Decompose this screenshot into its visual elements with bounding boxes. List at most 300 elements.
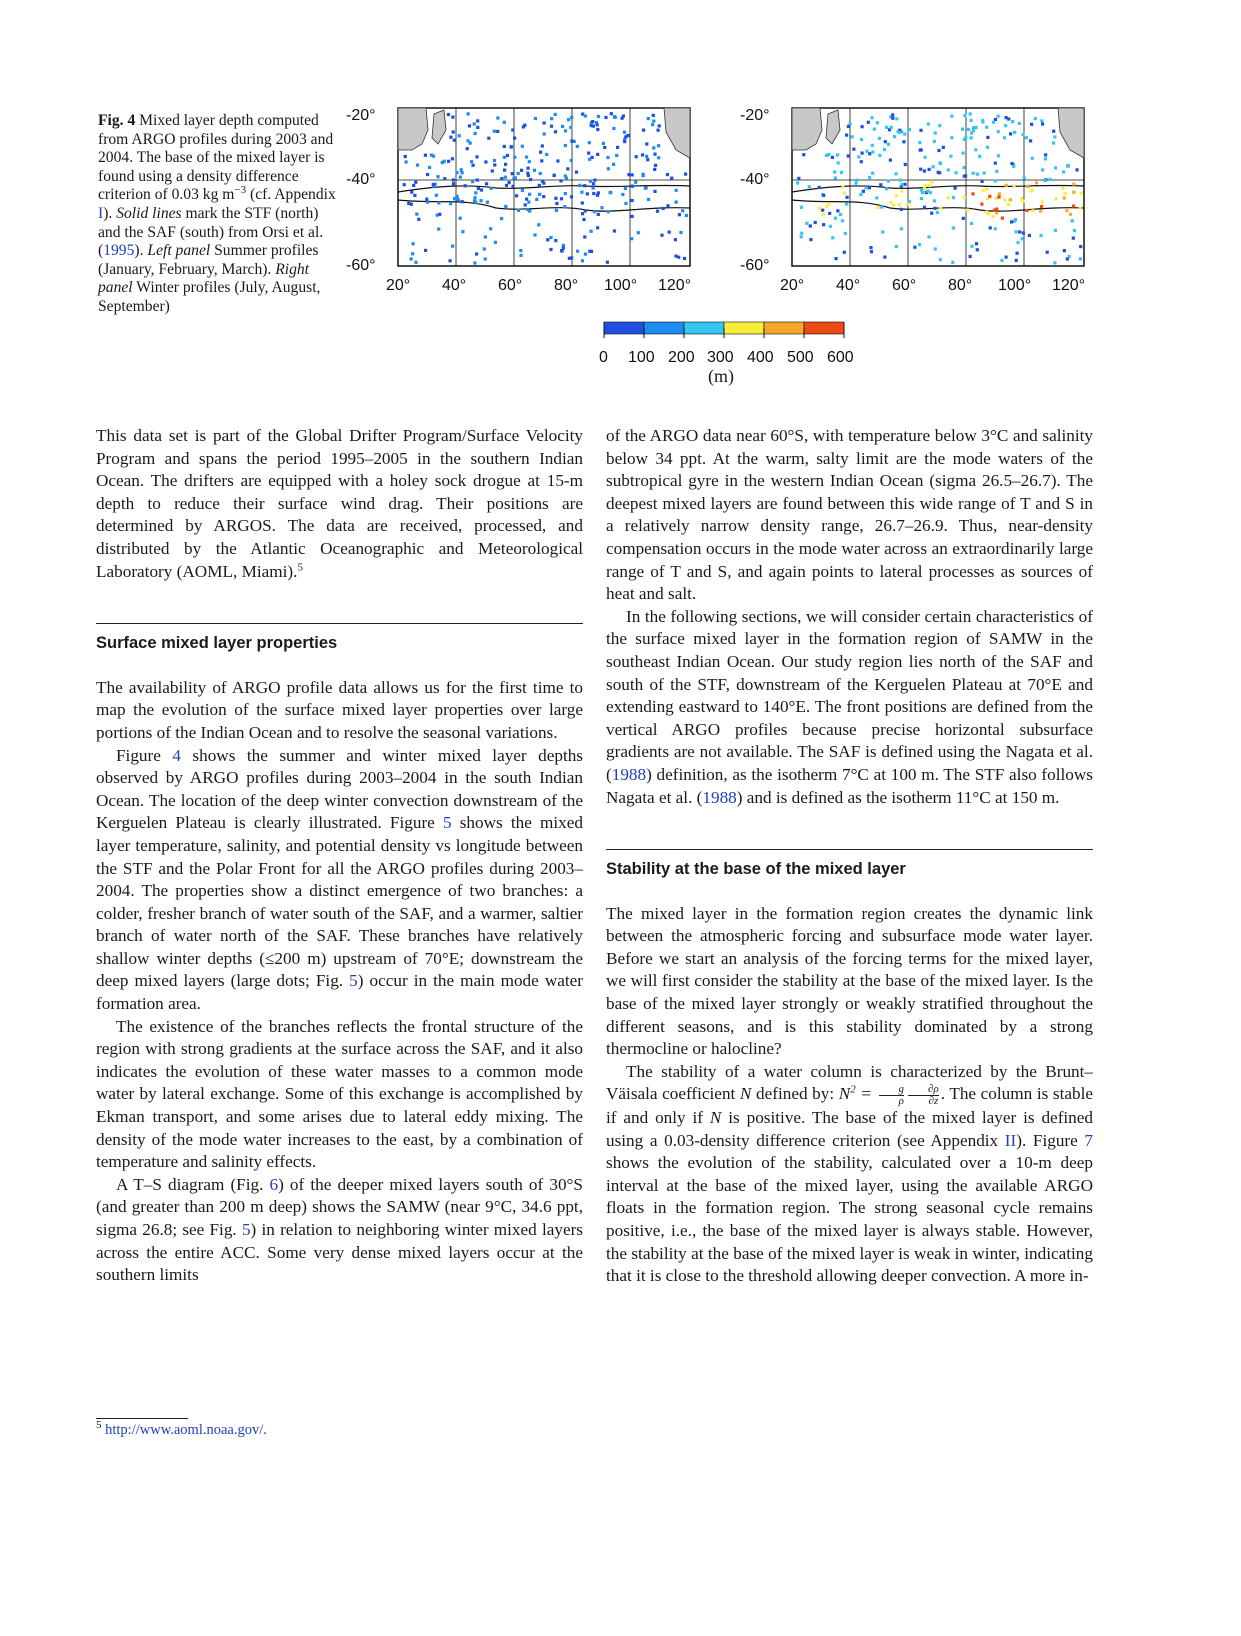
profile-dot bbox=[969, 112, 972, 115]
profile-dot bbox=[1031, 157, 1034, 160]
profile-dot bbox=[1041, 168, 1044, 171]
profile-dot bbox=[411, 252, 414, 255]
profile-dot bbox=[467, 112, 470, 115]
profile-dot bbox=[491, 169, 494, 172]
profile-dot bbox=[966, 208, 969, 211]
profile-dot bbox=[828, 212, 831, 215]
profile-dot bbox=[549, 236, 552, 239]
profile-dot bbox=[1079, 207, 1082, 210]
profile-dot bbox=[644, 187, 647, 190]
profile-dot bbox=[995, 170, 998, 173]
profile-dot bbox=[484, 257, 487, 260]
profile-dot bbox=[645, 155, 648, 158]
profile-dot bbox=[892, 204, 895, 207]
colorbar-swatch bbox=[804, 322, 844, 334]
profile-dot bbox=[1046, 251, 1049, 254]
profile-dot bbox=[631, 185, 634, 188]
profile-dot bbox=[612, 127, 615, 130]
profile-dot bbox=[583, 184, 586, 187]
paragraph: A T–S diagram (Fig. 6) of the deeper mixed layers south of 30°S (and greater than 200 m deep) shows the SAMW (near 9°C, 34.6 ppt, sigma 26.8; see Fig. 5) in relation to neighboring winter mixed layers across the entire ACC. Some very dense mixed layers occur at the southern limits bbox=[96, 1174, 583, 1285]
profile-dot bbox=[976, 173, 979, 176]
profile-dot bbox=[562, 247, 565, 250]
profile-dot bbox=[540, 159, 543, 162]
profile-dot bbox=[976, 248, 979, 251]
profile-dot bbox=[903, 133, 906, 136]
profile-dot bbox=[606, 156, 609, 159]
profile-dot bbox=[685, 214, 688, 217]
profile-dot bbox=[900, 208, 903, 211]
profile-dot bbox=[494, 241, 497, 244]
colorbar-label: 100 bbox=[628, 349, 655, 366]
profile-dot bbox=[529, 178, 532, 181]
figure-label: Fig. 4 bbox=[98, 112, 136, 129]
profile-dot bbox=[970, 119, 973, 122]
profile-dot bbox=[581, 259, 584, 262]
profile-dot bbox=[1014, 218, 1017, 221]
profile-dot bbox=[796, 181, 799, 184]
profile-dot bbox=[459, 217, 462, 220]
profile-dot bbox=[844, 232, 847, 235]
profile-dot bbox=[923, 156, 926, 159]
figure-link[interactable]: 7 bbox=[1084, 1130, 1093, 1150]
profile-dot bbox=[678, 213, 681, 216]
profile-dot bbox=[809, 238, 812, 241]
profile-dot bbox=[583, 235, 586, 238]
profile-dot bbox=[972, 172, 975, 175]
profile-dot bbox=[919, 129, 922, 132]
profile-dot bbox=[847, 154, 850, 157]
citation-link[interactable]: 1988 bbox=[611, 764, 647, 784]
profile-dot bbox=[475, 155, 478, 158]
appendix-link[interactable]: I bbox=[98, 204, 104, 222]
y-tick-label: -20° bbox=[346, 107, 376, 124]
profile-dot bbox=[631, 199, 634, 202]
profile-dot bbox=[900, 190, 903, 193]
profile-dot bbox=[415, 213, 418, 216]
profile-dot bbox=[942, 146, 945, 149]
profile-dot bbox=[876, 121, 879, 124]
profile-dot bbox=[982, 189, 985, 192]
profile-dot bbox=[681, 209, 684, 212]
profile-dot bbox=[994, 179, 997, 182]
profile-dot bbox=[998, 192, 1001, 195]
profile-dot bbox=[513, 137, 516, 140]
profile-dot bbox=[561, 125, 564, 128]
profile-dot bbox=[590, 230, 593, 233]
paragraph: This data set is part of the Global Drifter Program/Surface Velocity Program and spans the period 1995–2005 in the southern Indian Ocean. The drifters are equipped with a holey sock drogue at 15-m depth to reduce their surface wind drag. Their positions are determined by ARGOS. The data are received, processed, and distributed by the Atlantic Oceanographic and Meteorological Laboratory (AOML, Miami).$^5$ bbox=[96, 426, 583, 581]
profile-dot bbox=[928, 184, 931, 187]
profile-dot bbox=[1017, 241, 1020, 244]
profile-dot bbox=[570, 159, 573, 162]
profile-dot bbox=[913, 246, 916, 249]
profile-dot bbox=[983, 171, 986, 174]
profile-dot bbox=[841, 219, 844, 222]
figure-link[interactable]: 5 bbox=[442, 813, 452, 833]
profile-dot bbox=[939, 161, 942, 164]
profile-dot bbox=[513, 156, 516, 159]
profile-dot bbox=[851, 135, 854, 138]
figure-link[interactable]: 5 bbox=[241, 1220, 251, 1239]
profile-dot bbox=[489, 227, 492, 230]
profile-dot bbox=[515, 194, 518, 197]
profile-dot bbox=[825, 154, 828, 157]
y-tick-label: -40° bbox=[740, 171, 770, 188]
profile-dot bbox=[483, 247, 486, 250]
profile-dot bbox=[970, 222, 973, 225]
profile-dot bbox=[555, 209, 558, 212]
profile-dot bbox=[612, 163, 615, 166]
profile-dot bbox=[569, 126, 572, 129]
citation-link[interactable]: 1988 bbox=[702, 787, 737, 807]
profile-dot bbox=[410, 257, 413, 260]
profile-dot bbox=[831, 236, 834, 239]
profile-dot bbox=[870, 116, 873, 119]
profile-dot bbox=[981, 120, 984, 123]
profile-dot bbox=[1026, 209, 1029, 212]
profile-dot bbox=[602, 142, 605, 145]
profile-dot bbox=[821, 209, 824, 212]
profile-dot bbox=[527, 167, 530, 170]
profile-dot bbox=[424, 154, 427, 157]
profile-dot bbox=[520, 254, 523, 257]
profile-dot bbox=[613, 115, 616, 118]
profile-dot bbox=[615, 154, 618, 157]
profile-dot bbox=[556, 159, 559, 162]
profile-dot bbox=[519, 249, 522, 252]
profile-dot bbox=[424, 249, 427, 252]
profile-dot bbox=[918, 141, 921, 144]
profile-dot bbox=[474, 201, 477, 204]
x-tick-label: 100° bbox=[604, 277, 638, 294]
profile-dot bbox=[921, 191, 924, 194]
profile-dot bbox=[528, 210, 531, 213]
profile-dot bbox=[1015, 259, 1018, 262]
profile-dot bbox=[570, 256, 573, 259]
profile-dot bbox=[952, 226, 955, 229]
profile-dot bbox=[975, 126, 978, 129]
profile-dot bbox=[1052, 130, 1055, 133]
profile-dot bbox=[555, 202, 558, 205]
profile-dot bbox=[936, 211, 939, 214]
profile-dot bbox=[565, 177, 568, 180]
profile-dot bbox=[479, 199, 482, 202]
profile-dot bbox=[533, 169, 536, 172]
profile-dot bbox=[895, 194, 898, 197]
profile-dot bbox=[867, 121, 870, 124]
profile-dot bbox=[428, 166, 431, 169]
profile-dot bbox=[631, 215, 634, 218]
profile-dot bbox=[490, 187, 493, 190]
profile-dot bbox=[836, 209, 839, 212]
profile-dot bbox=[616, 146, 619, 149]
profile-dot bbox=[541, 180, 544, 183]
colorbar-label: 600 bbox=[827, 349, 854, 366]
colorbar-label: 300 bbox=[707, 349, 734, 366]
profile-dot bbox=[597, 115, 600, 118]
profile-dot bbox=[918, 243, 921, 246]
profile-dot bbox=[647, 117, 650, 120]
profile-dot bbox=[978, 155, 981, 158]
profile-dot bbox=[670, 177, 673, 180]
profile-dot bbox=[455, 195, 458, 198]
profile-dot bbox=[898, 203, 901, 206]
profile-dot bbox=[854, 182, 857, 185]
profile-dot bbox=[631, 173, 634, 176]
profile-dot bbox=[1015, 230, 1018, 233]
profile-dot bbox=[873, 128, 876, 131]
profile-dot bbox=[426, 173, 429, 176]
profile-dot bbox=[496, 130, 499, 133]
profile-dot bbox=[904, 163, 907, 166]
profile-dot bbox=[885, 126, 888, 129]
profile-dot bbox=[861, 152, 864, 155]
profile-dot bbox=[847, 125, 850, 128]
profile-dot bbox=[1067, 164, 1070, 167]
figure-link[interactable]: 4 bbox=[172, 745, 181, 765]
profile-dot bbox=[878, 137, 881, 140]
profile-dot bbox=[893, 135, 896, 138]
x-tick-label: 20° bbox=[780, 277, 805, 294]
profile-dot bbox=[543, 132, 546, 135]
profile-dot bbox=[967, 128, 970, 131]
profile-dot bbox=[449, 259, 452, 262]
profile-dot bbox=[506, 154, 509, 157]
profile-dot bbox=[1072, 183, 1075, 186]
profile-dot bbox=[511, 128, 514, 131]
profile-dot bbox=[541, 144, 544, 147]
profile-dot bbox=[553, 174, 556, 177]
footnote-divider bbox=[96, 1418, 188, 1419]
profile-dot bbox=[800, 206, 803, 209]
paragraph: In the following sections, we will consider certain characteristics of the surface mixed layer in the formation region of SAMW in the southeast Indian Ocean. Our study region lies north of the SAF and south of the STF, downstream of the Kerguelen Plateau at 70°E and extending eastward to 140°E. The front positions are defined from the vertical ARGO profiles because precise horizontal subsurface gradients are not available. The SAF is defined using the Nagata et al. (1988) definition, as the isotherm 7°C at 100 m. The STF also follows Nagata et al. (1988) and is defined as the isotherm 11°C at 150 m. bbox=[606, 606, 1093, 807]
colorbar-swatch bbox=[604, 322, 644, 334]
profile-dot bbox=[822, 213, 825, 216]
figure-link[interactable]: 5 bbox=[349, 971, 358, 991]
profile-dot bbox=[500, 217, 503, 220]
profile-dot bbox=[512, 185, 515, 188]
profile-dot bbox=[576, 250, 579, 253]
profile-dot bbox=[627, 173, 630, 176]
profile-dot bbox=[1000, 259, 1003, 262]
x-tick-label: 40° bbox=[442, 277, 467, 294]
profile-dot bbox=[932, 165, 935, 168]
profile-dot bbox=[538, 193, 541, 196]
profile-dot bbox=[974, 148, 977, 151]
profile-dot bbox=[563, 205, 566, 208]
profile-dot bbox=[554, 130, 557, 133]
citation-link[interactable]: 1995 bbox=[103, 242, 135, 260]
profile-dot bbox=[985, 126, 988, 129]
profile-dot bbox=[878, 154, 881, 157]
profile-dot bbox=[684, 173, 687, 176]
profile-dot bbox=[1013, 131, 1016, 134]
profile-dot bbox=[679, 231, 682, 234]
profile-dot bbox=[635, 155, 638, 158]
profile-dot bbox=[471, 180, 474, 183]
x-tick-label: 120° bbox=[658, 277, 692, 294]
appendix-link[interactable]: II bbox=[1004, 1130, 1017, 1150]
profile-dot bbox=[470, 160, 473, 163]
profile-dot bbox=[861, 125, 864, 128]
profile-dot bbox=[808, 185, 811, 188]
profile-dot bbox=[503, 121, 506, 124]
profile-dot bbox=[564, 192, 567, 195]
colorbar-label: 200 bbox=[668, 349, 695, 366]
profile-dot bbox=[986, 146, 989, 149]
profile-dot bbox=[924, 184, 927, 187]
profile-dot bbox=[642, 173, 645, 176]
footnote-ref: 5 bbox=[297, 560, 303, 573]
profile-dot bbox=[410, 203, 413, 206]
profile-dot bbox=[503, 145, 506, 148]
profile-dot bbox=[645, 142, 648, 145]
profile-dot bbox=[447, 113, 450, 116]
profile-dot bbox=[1079, 257, 1082, 260]
profile-dot bbox=[933, 199, 936, 202]
profile-dot bbox=[900, 227, 903, 230]
profile-dot bbox=[652, 120, 655, 123]
profile-dot bbox=[528, 193, 531, 196]
profile-dot bbox=[410, 191, 413, 194]
profile-dot bbox=[452, 178, 455, 181]
profile-dot bbox=[985, 188, 988, 191]
profile-dot bbox=[949, 155, 952, 158]
profile-dot bbox=[919, 168, 922, 171]
profile-dot bbox=[539, 151, 542, 154]
profile-dot bbox=[466, 139, 469, 142]
profile-dot bbox=[403, 183, 406, 186]
profile-dot bbox=[814, 221, 817, 224]
profile-dot bbox=[417, 218, 420, 221]
figure-link[interactable]: 6 bbox=[269, 1174, 279, 1194]
profile-dot bbox=[504, 176, 507, 179]
profile-dot bbox=[937, 149, 940, 152]
profile-dot bbox=[520, 169, 523, 172]
profile-dot bbox=[510, 145, 513, 148]
profile-dot bbox=[461, 230, 464, 233]
profile-dot bbox=[852, 148, 855, 151]
profile-dot bbox=[624, 202, 627, 205]
profile-dot bbox=[926, 190, 929, 193]
profile-dot bbox=[1030, 123, 1033, 126]
profile-dot bbox=[1041, 200, 1044, 203]
profile-dot bbox=[934, 247, 937, 250]
profile-dot bbox=[581, 212, 584, 215]
profile-dot bbox=[459, 176, 462, 179]
profile-dot bbox=[485, 182, 488, 185]
profile-dot bbox=[1028, 234, 1031, 237]
profile-dot bbox=[604, 116, 607, 119]
profile-dot bbox=[630, 237, 633, 240]
profile-dot bbox=[939, 207, 942, 210]
footnote-url-link[interactable]: http://www.aoml.noaa.gov/. bbox=[105, 1422, 267, 1438]
profile-dot bbox=[666, 173, 669, 176]
profile-dot bbox=[449, 202, 452, 205]
profile-dot bbox=[412, 184, 415, 187]
profile-dot bbox=[1010, 162, 1013, 165]
profile-dot bbox=[658, 124, 661, 127]
profile-dot bbox=[986, 136, 989, 139]
profile-dot bbox=[570, 116, 573, 119]
profile-dot bbox=[651, 123, 654, 126]
profile-dot bbox=[1013, 184, 1016, 187]
profile-dot bbox=[933, 140, 936, 143]
y-tick-label: -60° bbox=[346, 257, 376, 274]
profile-dot bbox=[493, 159, 496, 162]
profile-dot bbox=[526, 172, 529, 175]
profile-dot bbox=[623, 140, 626, 143]
footnote: $^5$ http://www.aoml.noaa.gov/. bbox=[96, 1419, 267, 1438]
profile-dot bbox=[887, 143, 890, 146]
profile-dot bbox=[566, 167, 569, 170]
profile-dot bbox=[559, 179, 562, 182]
brunt-vaisala-formula: $N^2$ = $\frac{g}{\rho}$ $\frac{\partial\rho}{\partial z}$ bbox=[838, 1082, 939, 1107]
summer-mixed-layer-map bbox=[346, 100, 706, 300]
profile-dot bbox=[1030, 189, 1033, 192]
profile-dot bbox=[930, 212, 933, 215]
profile-dot bbox=[613, 229, 616, 232]
profile-dot bbox=[800, 235, 803, 238]
profile-dot bbox=[435, 194, 438, 197]
profile-dot bbox=[833, 170, 836, 173]
profile-dot bbox=[927, 235, 930, 238]
profile-dot bbox=[829, 225, 832, 228]
profile-dot bbox=[404, 155, 407, 158]
profile-dot bbox=[970, 245, 973, 248]
x-tick-label: 60° bbox=[498, 277, 523, 294]
profile-dot bbox=[1064, 192, 1067, 195]
profile-dot bbox=[939, 258, 942, 261]
profile-dot bbox=[642, 129, 645, 132]
profile-dot bbox=[554, 197, 557, 200]
profile-dot bbox=[845, 134, 848, 137]
profile-dot bbox=[963, 196, 966, 199]
profile-dot bbox=[603, 146, 606, 149]
profile-dot bbox=[493, 163, 496, 166]
profile-dot bbox=[653, 153, 656, 156]
profile-dot bbox=[589, 180, 592, 183]
profile-dot bbox=[891, 117, 894, 120]
paragraph: The availability of ARGO profile data allows us for the first time to map the evolution of the surface mixed layer properties over large portions of the Indian Ocean and to resolve the seasonal variations. bbox=[96, 677, 583, 742]
profile-dot bbox=[473, 196, 476, 199]
paragraph: Figure 4 shows the summer and winter mixed layer depths observed by ARGO profiles during 2003–2004 in the south Indian Ocean. The location of the deep winter convection downstream of the Kerguelen Plateau is clearly illustrated. Figure 5 shows the mixed layer temperature, salinity, and potential density vs longitude between the STF and the Polar Front for all the ARGO profiles during 2003–2004. The properties show a distinct emergence of two branches: a colder, fresher branch of water south of the SAF, and a warmer, saltier branch of water north of the SAF. These branches have relatively shallow winter depths (≤200 m) upstream of 70°E; downstream the deep mixed layers (large dots; Fig. 5) occur in the main mode water formation area. bbox=[96, 745, 584, 1014]
profile-dot bbox=[449, 136, 452, 139]
profile-dot bbox=[674, 255, 677, 258]
profile-dot bbox=[564, 129, 567, 132]
profile-dot bbox=[554, 239, 557, 242]
colorbar-swatch bbox=[764, 322, 804, 334]
profile-dot bbox=[576, 145, 579, 148]
profile-dot bbox=[857, 155, 860, 158]
profile-dot bbox=[1001, 217, 1004, 220]
x-tick-label: 100° bbox=[998, 277, 1032, 294]
profile-dot bbox=[584, 253, 587, 256]
profile-dot bbox=[476, 126, 479, 129]
profile-dot bbox=[818, 186, 821, 189]
profile-dot bbox=[834, 217, 837, 220]
profile-dot bbox=[961, 128, 964, 131]
profile-dot bbox=[797, 177, 800, 180]
profile-dot bbox=[524, 203, 527, 206]
profile-dot bbox=[908, 128, 911, 131]
profile-dot bbox=[1005, 184, 1008, 187]
profile-dot bbox=[484, 235, 487, 238]
profile-dot bbox=[521, 189, 524, 192]
profile-dot bbox=[621, 193, 624, 196]
profile-dot bbox=[869, 246, 872, 249]
profile-dot bbox=[461, 200, 464, 203]
profile-dot bbox=[923, 206, 926, 209]
